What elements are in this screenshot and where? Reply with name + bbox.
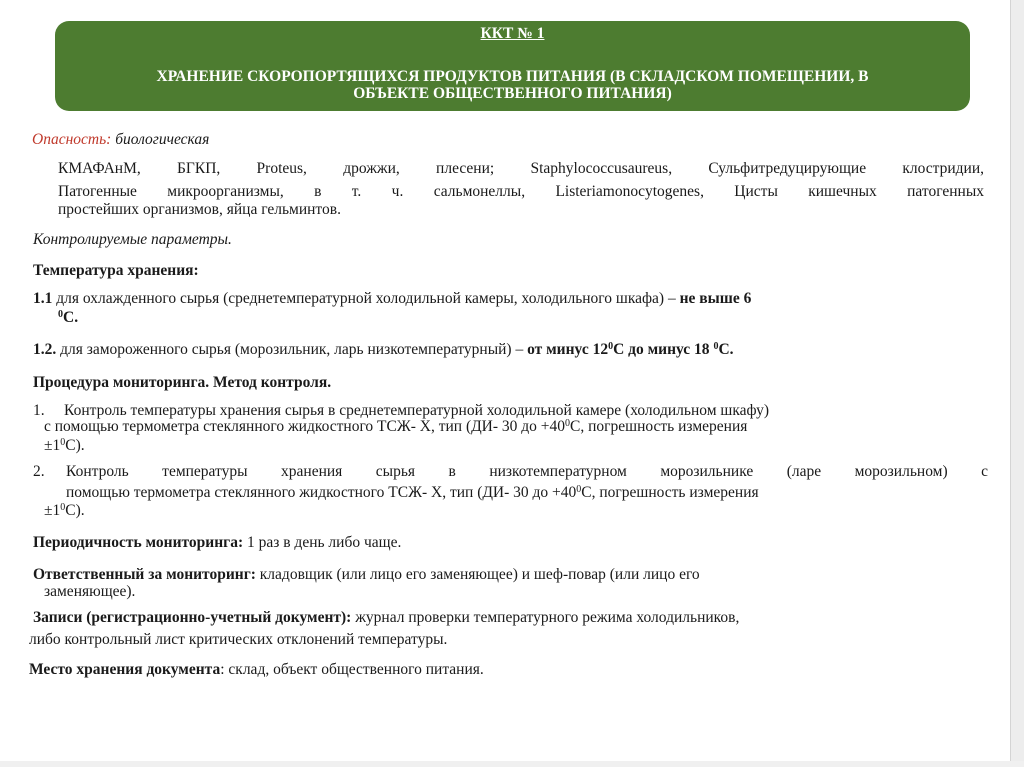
danger-agents-line-1: КМАФАнМ, БГКП, Proteus, дрожжи, плесени; Staphylococcusaureus, Сульфитредуцирующие клостридии, [58,160,984,177]
storage-place-value: : склад, объект общественного питания. [220,661,484,678]
periodicity-label: Периодичность мониторинга: [33,534,244,551]
storage-temp-heading: Температура хранения: [33,262,199,279]
procedure-1-text-tail: С, погрешность измерения [570,418,748,435]
degree-mark: 0 [565,418,571,429]
degree-mark: 0 [58,309,63,320]
frame-divider [1010,0,1011,767]
storage-temp-item-2 [33,341,734,358]
ccp-code: ККТ № 1 [480,25,545,42]
storage-temp-item-1 [33,290,751,307]
slide-title-line-2: ОБЪЕКТЕ ОБЩЕСТВЕННОГО ПИТАНИЯ) [353,85,672,102]
tolerance-value: ±1 [44,502,61,519]
item-1-unit [58,309,78,326]
danger-line [32,131,209,148]
procedure-2-text-tail: С, погрешность измерения [581,484,759,501]
records-line-1 [33,609,739,626]
item-1-number: 1.1 [33,290,53,307]
procedure-1-line-2 [44,418,747,435]
degree-mark: 0 [60,437,66,448]
degree-mark: 0 [608,341,614,352]
periodicity-value: 1 раз в день либо чаще. [243,534,402,551]
slide-frame-right [1010,0,1024,767]
item-2-range-c: С. [718,341,734,358]
procedure-1-number: 1. [33,402,45,419]
item-2-number: 1.2. [33,341,57,358]
item-2-text: для замороженного сырья (морозильник, ларь низкотемпературный) – [56,341,528,358]
procedure-2-line-2 [66,484,759,501]
tolerance-unit: С). [65,502,85,519]
item-1-limit: не выше 6 [679,290,752,307]
procedure-heading: Процедура мониторинга. Метод контроля. [33,374,332,391]
item-2-range-b: С до минус 18 [613,341,714,358]
procedure-1-line-1: Контроль температуры хранения сырья в среднетемпературной холодильной камере (холодильном шкафу) [64,402,770,419]
degree-mark: 0 [713,341,719,352]
degree-mark: 0 [60,502,66,513]
periodicity-line [33,534,401,551]
danger-agents-line-2: Патогенные микроорганизмы, в т. ч. сальмонеллы, Listeriamonocytogenes, Цисты кишечных патогенных [58,183,984,200]
storage-place-label: Место хранения документа [29,661,221,678]
responsible-label: Ответственный за мониторинг: [33,566,256,583]
danger-value: биологическая [111,131,210,148]
records-value: журнал проверки температурного режима холодильников, [351,609,740,626]
tolerance-unit: С). [65,437,85,454]
storage-place-line [29,661,484,678]
procedure-2-number: 2. [33,463,45,480]
danger-label: Опасность: [32,131,112,148]
danger-agents-line-3: простейших организмов, яйца гельминтов. [58,201,341,218]
procedure-1-line-3 [44,437,85,454]
slide-title-line-1: ХРАНЕНИЕ СКОРОПОРТЯЩИХСЯ ПРОДУКТОВ ПИТАНИЯ (В СКЛАДСКОМ ПОМЕЩЕНИИ, В [156,68,869,85]
responsible-line-2: заменяющее). [44,583,136,600]
item-2-range-a: от минус 12 [527,341,609,358]
procedure-1-text: с помощью термометра стеклянного жидкостного ТСЖ- Х, тип (ДИ- 30 до +40 [44,418,566,435]
procedure-2-line-1: Контроль температуры хранения сырья в низкотемпературном морозильнике (ларе морозильном) с [66,463,988,480]
records-line-2: либо контрольный лист критических отклонений температуры. [29,631,448,648]
title-banner [55,21,970,111]
tolerance-value: ±1 [44,437,61,454]
slide-frame-bottom [0,761,1024,767]
procedure-2-text: помощью термометра стеклянного жидкостного ТСЖ- Х, тип (ДИ- 30 до +40 [66,484,577,501]
procedure-2-line-3 [44,502,85,519]
item-1-text: для охлажденного сырья (среднетемпературной холодильной камеры, холодильного шкафа) – [52,290,680,307]
celsius-unit: С. [63,309,79,326]
responsible-value: кладовщик (или лицо его заменяющее) и шеф-повар (или лицо его [255,566,700,583]
controlled-params-label: Контролируемые параметры. [33,231,232,248]
degree-mark: 0 [576,484,582,495]
responsible-line-1 [33,566,700,583]
records-label: Записи (регистрационно-учетный документ): [33,609,352,626]
